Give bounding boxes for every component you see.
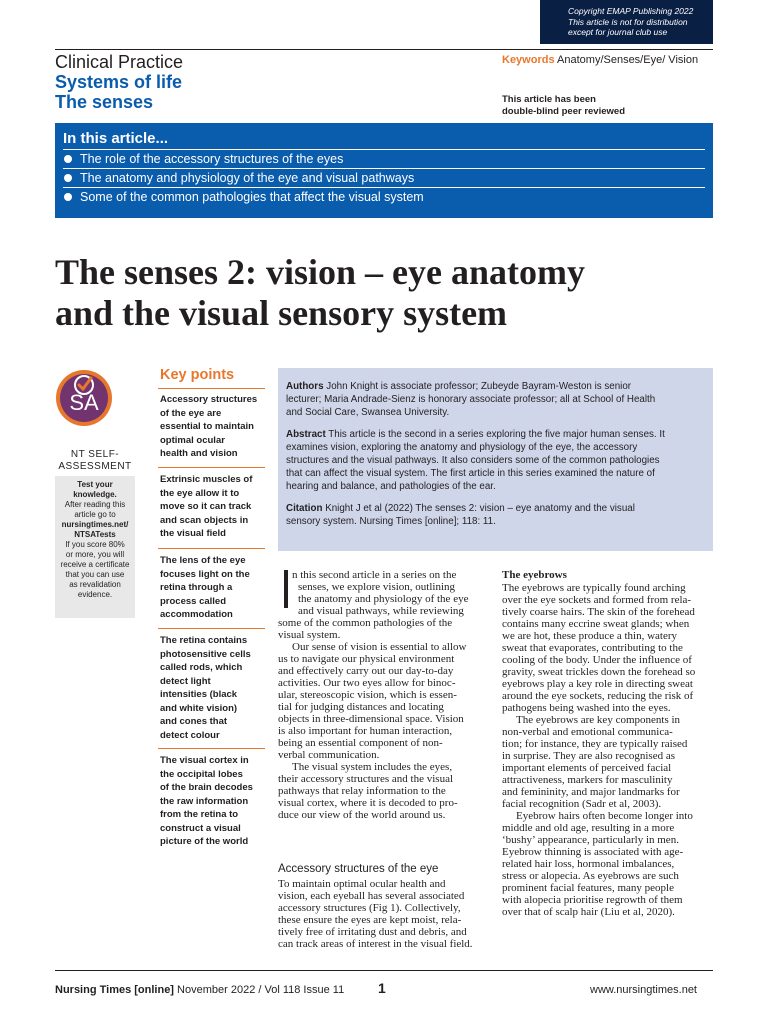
key-point-line: the visual field bbox=[160, 528, 226, 539]
body-line: and effectively carry out our day-to-day bbox=[278, 665, 454, 677]
body-line: and femininity, and major landmarks for bbox=[502, 786, 680, 798]
body-column-1 bbox=[278, 569, 490, 821]
body-line: Our sense of vision is essential to allow bbox=[292, 641, 467, 653]
body-line: n this second article in a series on the bbox=[292, 569, 457, 581]
key-point-line: construct a visual bbox=[160, 822, 241, 834]
peer-review-line: double-blind peer reviewed bbox=[502, 106, 625, 117]
body-line: is also important for human interaction, bbox=[278, 725, 453, 737]
body-line: facial recognition (Sadr et al, 2003). bbox=[502, 798, 662, 810]
in-this-article-item-text: Some of the common pathologies that affect the visual system bbox=[80, 190, 424, 204]
in-this-article-item bbox=[63, 187, 705, 206]
in-this-article-item-text: The anatomy and physiology of the eye and visual pathways bbox=[80, 171, 415, 185]
body-line: some of the common pathologies of the bbox=[278, 617, 453, 629]
key-point-line: the raw information bbox=[160, 795, 249, 807]
body-line: pathways that relay information to the bbox=[278, 785, 446, 797]
footer-issue: November 2022 / Vol 118 Issue 11 bbox=[177, 984, 345, 996]
abstract-line: that can affect the visual system. The first article in this series examined the nature of bbox=[286, 468, 655, 479]
key-point-line: of the eye are bbox=[160, 407, 222, 419]
sa-box-line: article go to bbox=[74, 510, 116, 519]
authors-block bbox=[286, 380, 705, 419]
body-column-2 bbox=[502, 582, 714, 918]
citation-block bbox=[286, 502, 705, 528]
footer-divider bbox=[55, 970, 713, 971]
key-point-line: the occipital lobes bbox=[160, 768, 243, 780]
bullet-icon bbox=[64, 155, 72, 163]
body-line: The eyebrows are key components in bbox=[516, 714, 681, 726]
body-line: visual system. bbox=[278, 629, 341, 641]
body-line: sweat that evaporates, contributing to the bbox=[502, 642, 683, 654]
in-this-article-item-text: The role of the accessory structures of the eyes bbox=[80, 152, 344, 166]
body-column-1-continued bbox=[278, 878, 490, 950]
copyright-notice bbox=[540, 0, 713, 44]
key-point-line: essential to maintain bbox=[160, 421, 254, 432]
abstract-block bbox=[286, 428, 705, 493]
footer-url[interactable]: www.nursingtimes.net bbox=[590, 984, 697, 996]
self-assessment-badge-icon bbox=[56, 370, 112, 426]
key-point-line: move so it can track bbox=[160, 501, 252, 512]
header-divider bbox=[55, 49, 713, 50]
body-line: Eyebrow thinning is associated with age- bbox=[502, 846, 684, 858]
body-line: cooling of the body. Under the influence of bbox=[502, 654, 692, 666]
body-line: vision, each eyeball has several associated bbox=[278, 890, 465, 902]
abstract-box bbox=[278, 368, 713, 551]
key-point-line: accommodation bbox=[160, 609, 233, 620]
body-line: activities. Our two eyes allow for binoc- bbox=[278, 677, 456, 689]
key-point-line: picture of the world bbox=[160, 836, 249, 847]
key-point-line: Extrinsic muscles of bbox=[160, 474, 253, 485]
sa-box-line: evidence. bbox=[77, 590, 113, 599]
key-point-line: photosensitive cells bbox=[160, 648, 251, 660]
body-line: ‘bushy’ appearance, particularly in men. bbox=[502, 834, 679, 846]
abstract-line: structures and the visual pathways. It also considers some of the common pathologies bbox=[286, 455, 660, 466]
body-line: and visual pathways, while reviewing bbox=[298, 605, 464, 617]
body-line: can track areas of interest in the visual field. bbox=[278, 938, 473, 950]
peer-review-line: This article has been bbox=[502, 94, 596, 105]
body-line: objects in three-dimensional space. Vision bbox=[278, 713, 464, 725]
sa-box-line: or more, you will bbox=[65, 550, 125, 559]
key-points-title: Key points bbox=[160, 367, 235, 383]
section-line-2: Systems of life bbox=[55, 72, 183, 92]
self-assessment-label-line: ASSESSMENT bbox=[58, 461, 132, 472]
authors-line: and Social Care, Swansea University. bbox=[286, 407, 450, 418]
key-point-line: and cones that bbox=[160, 716, 228, 727]
key-point bbox=[160, 554, 268, 622]
body-line: middle and old age, resulting in a more bbox=[502, 822, 675, 834]
key-point-line: The retina contains bbox=[160, 635, 248, 646]
body-line: verbal communication. bbox=[278, 749, 380, 761]
body-line: non-verbal and emotional communica- bbox=[502, 726, 673, 738]
key-point-line: and scan objects in bbox=[160, 514, 249, 526]
key-point-line: called rods, which bbox=[160, 662, 243, 673]
key-point-line: focuses light on the bbox=[160, 568, 250, 580]
badge-text: SA bbox=[69, 390, 99, 415]
abstract-line: This article is the second in a series exploring the five major human senses. It bbox=[328, 429, 665, 440]
key-point-line: retina through a bbox=[160, 582, 233, 593]
key-point bbox=[160, 473, 268, 541]
key-point-line: detect light bbox=[160, 675, 211, 687]
abstract-line: examines vision, exploring the anatomy and physiology of the eye, the accessory bbox=[286, 442, 638, 453]
citation-line: Knight J et al (2022) The senses 2: vision – eye anatomy and the visual bbox=[325, 503, 635, 514]
body-line: senses, we explore vision, outlining bbox=[298, 581, 456, 593]
abstract-label: Abstract bbox=[286, 429, 326, 440]
body-line: The eyebrows are typically found arching bbox=[502, 582, 686, 594]
self-assessment-box bbox=[55, 476, 135, 618]
key-point-line: health and vision bbox=[160, 448, 238, 459]
sa-box-line: receive a certificate bbox=[60, 560, 130, 569]
in-this-article-item bbox=[63, 149, 705, 168]
key-point-line: the eye allow it to bbox=[160, 487, 240, 499]
key-point-line: Accessory structures bbox=[160, 394, 258, 405]
sa-box-line: Test your bbox=[77, 480, 113, 489]
body-line: tion; for instance, they are typically raised bbox=[502, 738, 688, 750]
body-line: pathogens being washed into the eyes. bbox=[502, 702, 671, 714]
body-line: us to navigate our physical environment bbox=[278, 653, 455, 665]
key-point-line: detect colour bbox=[160, 729, 220, 741]
authors-line: John Knight is associate professor; Zubeyde Bayram-Weston is senior bbox=[326, 381, 632, 392]
bullet-icon bbox=[64, 174, 72, 182]
key-point-line: and white vision) bbox=[160, 702, 238, 714]
body-line: the anatomy and physiology of the eye bbox=[298, 593, 469, 605]
page-number: 1 bbox=[378, 980, 386, 996]
body-line: Eyebrow hairs often become longer into bbox=[516, 810, 693, 822]
authors-label: Authors bbox=[286, 381, 324, 392]
article-title-line: The senses 2: vision – eye anatomy bbox=[55, 252, 585, 292]
body-line: ular, stereoscopic vision, which is essen- bbox=[278, 689, 457, 701]
body-line: prominent facial features, many people bbox=[502, 882, 674, 894]
copyright-line: except for journal club use bbox=[568, 27, 668, 37]
body-line: attractiveness, markers for masculinity bbox=[502, 774, 673, 786]
body-line: over that of scalp hair (Liu et al, 2020). bbox=[502, 906, 675, 918]
body-line: tively coarse hairs. The skin of the forehead bbox=[502, 606, 695, 618]
body-line: with alopecia prioritise regrowth of them bbox=[502, 894, 683, 906]
peer-review-note bbox=[502, 94, 625, 118]
body-line: around the eye sockets, reducing the risk of bbox=[502, 690, 694, 702]
section-line-1: Clinical Practice bbox=[55, 52, 184, 72]
key-point bbox=[160, 634, 268, 742]
body-line: in surprise. They are also recognised as bbox=[502, 750, 675, 762]
article-title bbox=[55, 252, 715, 334]
sa-box-link[interactable]: nursingtimes.net/ bbox=[61, 520, 129, 529]
body-line: gravity, sweat trickles down the forehead so bbox=[502, 666, 696, 678]
key-points-divider bbox=[158, 467, 265, 468]
footer-journal-name: Nursing Times [online] bbox=[55, 984, 174, 996]
body-line: over the eye sockets and formed from rela- bbox=[502, 594, 692, 606]
body-line: The visual system includes the eyes, bbox=[292, 761, 453, 773]
key-point-line: optimal ocular bbox=[160, 434, 225, 446]
body-line: duce our view of the world around us. bbox=[278, 809, 446, 821]
key-point bbox=[160, 754, 268, 849]
key-point-line: The visual cortex in bbox=[160, 755, 249, 766]
body-line: related hair loss, hormonal imbalances, bbox=[502, 858, 675, 870]
subheading-accessory-structures: Accessory structures of the eye bbox=[278, 863, 439, 875]
body-line: stress or alopecia. As eyebrows are such bbox=[502, 870, 679, 882]
in-this-article-box bbox=[55, 123, 713, 218]
body-line: accessory structures (Fig 1). Collectively, bbox=[278, 902, 461, 914]
key-point-line: intensities (black bbox=[160, 689, 238, 700]
key-points-divider bbox=[158, 748, 265, 749]
body-line: tial for judging distances and locating bbox=[278, 701, 444, 713]
key-point bbox=[160, 393, 268, 461]
sa-box-line: After reading this bbox=[64, 500, 126, 509]
bullet-icon bbox=[64, 193, 72, 201]
self-assessment-label-line: NT SELF- bbox=[70, 449, 120, 460]
body-line: these ensure the eyes are kept moist, rela- bbox=[278, 914, 462, 926]
body-line: eyebrows play a key role in directing sweat bbox=[502, 678, 693, 690]
body-line: To maintain optimal ocular health and bbox=[278, 878, 446, 890]
abstract-line: hearing and balance, and pathologies of the ear. bbox=[286, 481, 496, 492]
citation-line: sensory system. Nursing Times [online]; 118: 11. bbox=[286, 516, 496, 527]
key-point-line: of the brain decodes bbox=[160, 782, 253, 793]
body-line: contains many eccrine sweat glands; when bbox=[502, 618, 690, 630]
body-line: we are hot, these produce a thin, watery bbox=[502, 630, 678, 642]
body-line: tively free of irritating dust and debris, and bbox=[278, 926, 467, 938]
article-title-line: and the visual sensory system bbox=[55, 293, 508, 333]
sa-box-line: as revalidation bbox=[69, 580, 121, 589]
in-this-article-item bbox=[63, 168, 705, 187]
copyright-line: This article is not for distribution bbox=[568, 16, 688, 27]
keywords bbox=[502, 53, 702, 67]
key-point-line: process called bbox=[160, 595, 227, 607]
authors-line: lecturer; Maria Andrade-Sienz is honorary associate professor; all at School of Health bbox=[286, 394, 656, 405]
body-line: being an essential component of non- bbox=[278, 737, 443, 749]
sa-box-line: that you can use bbox=[65, 570, 125, 579]
copyright-line: Copyright EMAP Publishing 2022 bbox=[568, 6, 694, 16]
key-points-divider bbox=[158, 388, 265, 389]
sa-box-line: knowledge. bbox=[73, 490, 117, 499]
key-points-divider bbox=[158, 548, 265, 549]
footer-journal bbox=[55, 983, 344, 997]
keywords-value: Anatomy/Senses/Eye/ Vision bbox=[557, 54, 699, 66]
keywords-label: Keywords bbox=[502, 54, 555, 66]
sa-box-line: If you score 80% bbox=[65, 540, 125, 549]
in-this-article-title: In this article... bbox=[63, 130, 169, 147]
section-line-3: The senses bbox=[55, 92, 154, 112]
citation-label: Citation bbox=[286, 503, 323, 514]
body-line: their accessory structures and the visual bbox=[278, 773, 454, 785]
key-points-divider bbox=[158, 628, 265, 629]
section-label bbox=[55, 52, 183, 112]
key-point-line: The lens of the eye bbox=[160, 555, 246, 566]
subheading-eyebrows: The eyebrows bbox=[502, 569, 567, 581]
sa-box-link[interactable]: NTSATests bbox=[74, 530, 116, 539]
self-assessment-label bbox=[55, 449, 135, 473]
body-line: visual cortex, where it is decoded to pro- bbox=[278, 797, 458, 809]
key-point-line: from the retina to bbox=[160, 809, 239, 820]
body-line: important elements of perceived facial bbox=[502, 762, 672, 774]
